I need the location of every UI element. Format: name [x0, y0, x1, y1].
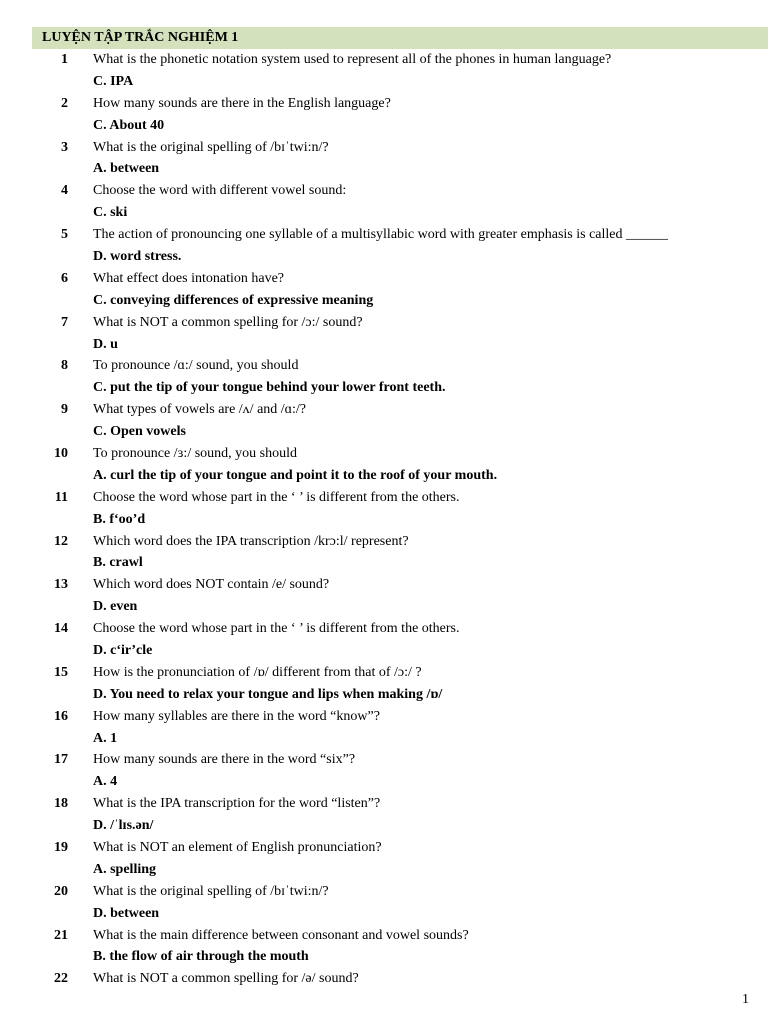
question-text: What types of vowels are /ʌ/ and /ɑ:/? [93, 402, 306, 418]
answer-text: A. spelling [93, 861, 157, 877]
question-row [32, 837, 768, 859]
question-number: 13 [54, 577, 68, 593]
question-number: 5 [61, 227, 68, 243]
question-number: 18 [54, 796, 68, 812]
question-row [32, 925, 768, 947]
question-row [32, 137, 768, 159]
question-number: 9 [61, 402, 68, 418]
answer-text: C. ski [93, 205, 128, 221]
question-number: 11 [54, 489, 68, 505]
question-row [32, 93, 768, 115]
answer-text: A. curl the tip of your tongue and point it to the roof of your mouth. [93, 467, 498, 483]
question-row [32, 443, 768, 465]
question-number: 2 [61, 95, 68, 111]
question-row [32, 180, 768, 202]
question-text: What is the main difference between consonant and vowel sounds? [93, 927, 469, 943]
question-text: How many sounds are there in the word “six”? [93, 752, 356, 768]
question-number: 21 [54, 927, 68, 943]
question-number: 12 [54, 533, 68, 549]
answer-text: A. 1 [93, 730, 118, 746]
question-text: Choose the word with different vowel sound: [93, 183, 347, 199]
question-row [32, 355, 768, 377]
question-number: 1 [61, 51, 68, 67]
question-text: How is the pronunciation of /ɒ/ different from that of /ɔ:/ ? [93, 664, 422, 680]
answer-text: C. Open vowels [93, 424, 186, 440]
answer-text: D. word stress. [93, 248, 182, 264]
question-number: 3 [61, 139, 68, 155]
question-row [32, 574, 768, 596]
question-row [32, 312, 768, 334]
question-text: What is NOT an element of English pronunciation? [93, 840, 382, 855]
question-text: How many sounds are there in the English language? [93, 95, 391, 111]
answer-text: B. f‘oo’d [93, 511, 146, 527]
question-text: To pronounce /ɑ:/ sound, you should [93, 358, 299, 374]
question-number: 8 [61, 358, 68, 374]
question-number: 6 [61, 270, 68, 286]
question-row [32, 618, 768, 640]
answer-text: A. 4 [93, 774, 118, 790]
question-number: 14 [54, 621, 68, 637]
question-text: What is NOT a common spelling for /ɔ:/ sound? [93, 314, 363, 330]
question-row [32, 399, 768, 421]
question-number: 10 [54, 445, 68, 461]
question-number: 7 [61, 314, 68, 330]
question-text: What is the original spelling of /bɪˈtwi:n/? [93, 139, 329, 155]
question-row [32, 487, 768, 509]
answer-text: D. u [93, 336, 118, 352]
question-number: 22 [54, 971, 68, 987]
question-row [32, 224, 768, 246]
question-row [32, 662, 768, 684]
question-number: 16 [54, 708, 68, 724]
question-text: Which word does the IPA transcription /krɔ:l/ represent? [93, 533, 409, 549]
question-text: What is the IPA transcription for the word “listen”? [93, 796, 381, 812]
question-text: What is the phonetic notation system used to represent all of the phones in human language? [93, 51, 612, 67]
question-number: 20 [54, 883, 68, 899]
answer-text: C. IPA [93, 73, 134, 89]
question-text: What is NOT a common spelling for /ə/ sound? [93, 971, 359, 987]
question-number: 19 [54, 840, 68, 855]
question-number: 15 [54, 664, 68, 680]
page-title: LUYỆN TẬP TRẮC NGHIỆM 1 [32, 27, 768, 49]
question-row [32, 750, 768, 772]
question-text: Choose the word whose part in the ‘ ’ is different from the others. [93, 621, 460, 637]
answer-text: B. crawl [93, 555, 143, 571]
question-row [32, 793, 768, 815]
page-number: 1 [742, 992, 749, 1007]
question-text: What is the original spelling of /bɪˈtwi:n/? [93, 883, 329, 899]
question-number: 4 [61, 183, 68, 199]
answer-text: D. between [93, 905, 160, 921]
answer-text: C. put the tip of your tongue behind your lower front teeth. [93, 380, 446, 396]
question-number: 17 [54, 752, 68, 768]
answer-text: D. c‘ir’cle [93, 642, 153, 658]
answer-text: D. even [93, 599, 138, 615]
answer-text: C. About 40 [93, 117, 165, 133]
question-row [32, 881, 768, 903]
answer-text: D. You need to relax your tongue and lips when making /ɒ/ [93, 686, 443, 702]
answer-text: A. between [93, 161, 160, 177]
question-row [32, 968, 768, 990]
question-text: Choose the word whose part in the ‘ ’ is different from the others. [93, 489, 460, 505]
question-row [32, 49, 768, 71]
question-row [32, 268, 768, 290]
answer-text: B. the flow of air through the mouth [93, 949, 309, 965]
answer-text: C. conveying differences of expressive meaning [93, 292, 374, 308]
question-row [32, 531, 768, 553]
question-list [32, 49, 768, 990]
question-text: What effect does intonation have? [93, 270, 284, 286]
question-text: How many syllables are there in the word “know”? [93, 708, 380, 724]
question-text: To pronounce /ɜ:/ sound, you should [93, 445, 297, 461]
question-text: The action of pronouncing one syllable of a multisyllabic word with greater emphasis is called ______ [93, 227, 669, 243]
question-text: Which word does NOT contain /e/ sound? [93, 577, 330, 593]
question-row [32, 706, 768, 728]
answer-text: D. /ˈlɪs.ən/ [93, 818, 154, 834]
